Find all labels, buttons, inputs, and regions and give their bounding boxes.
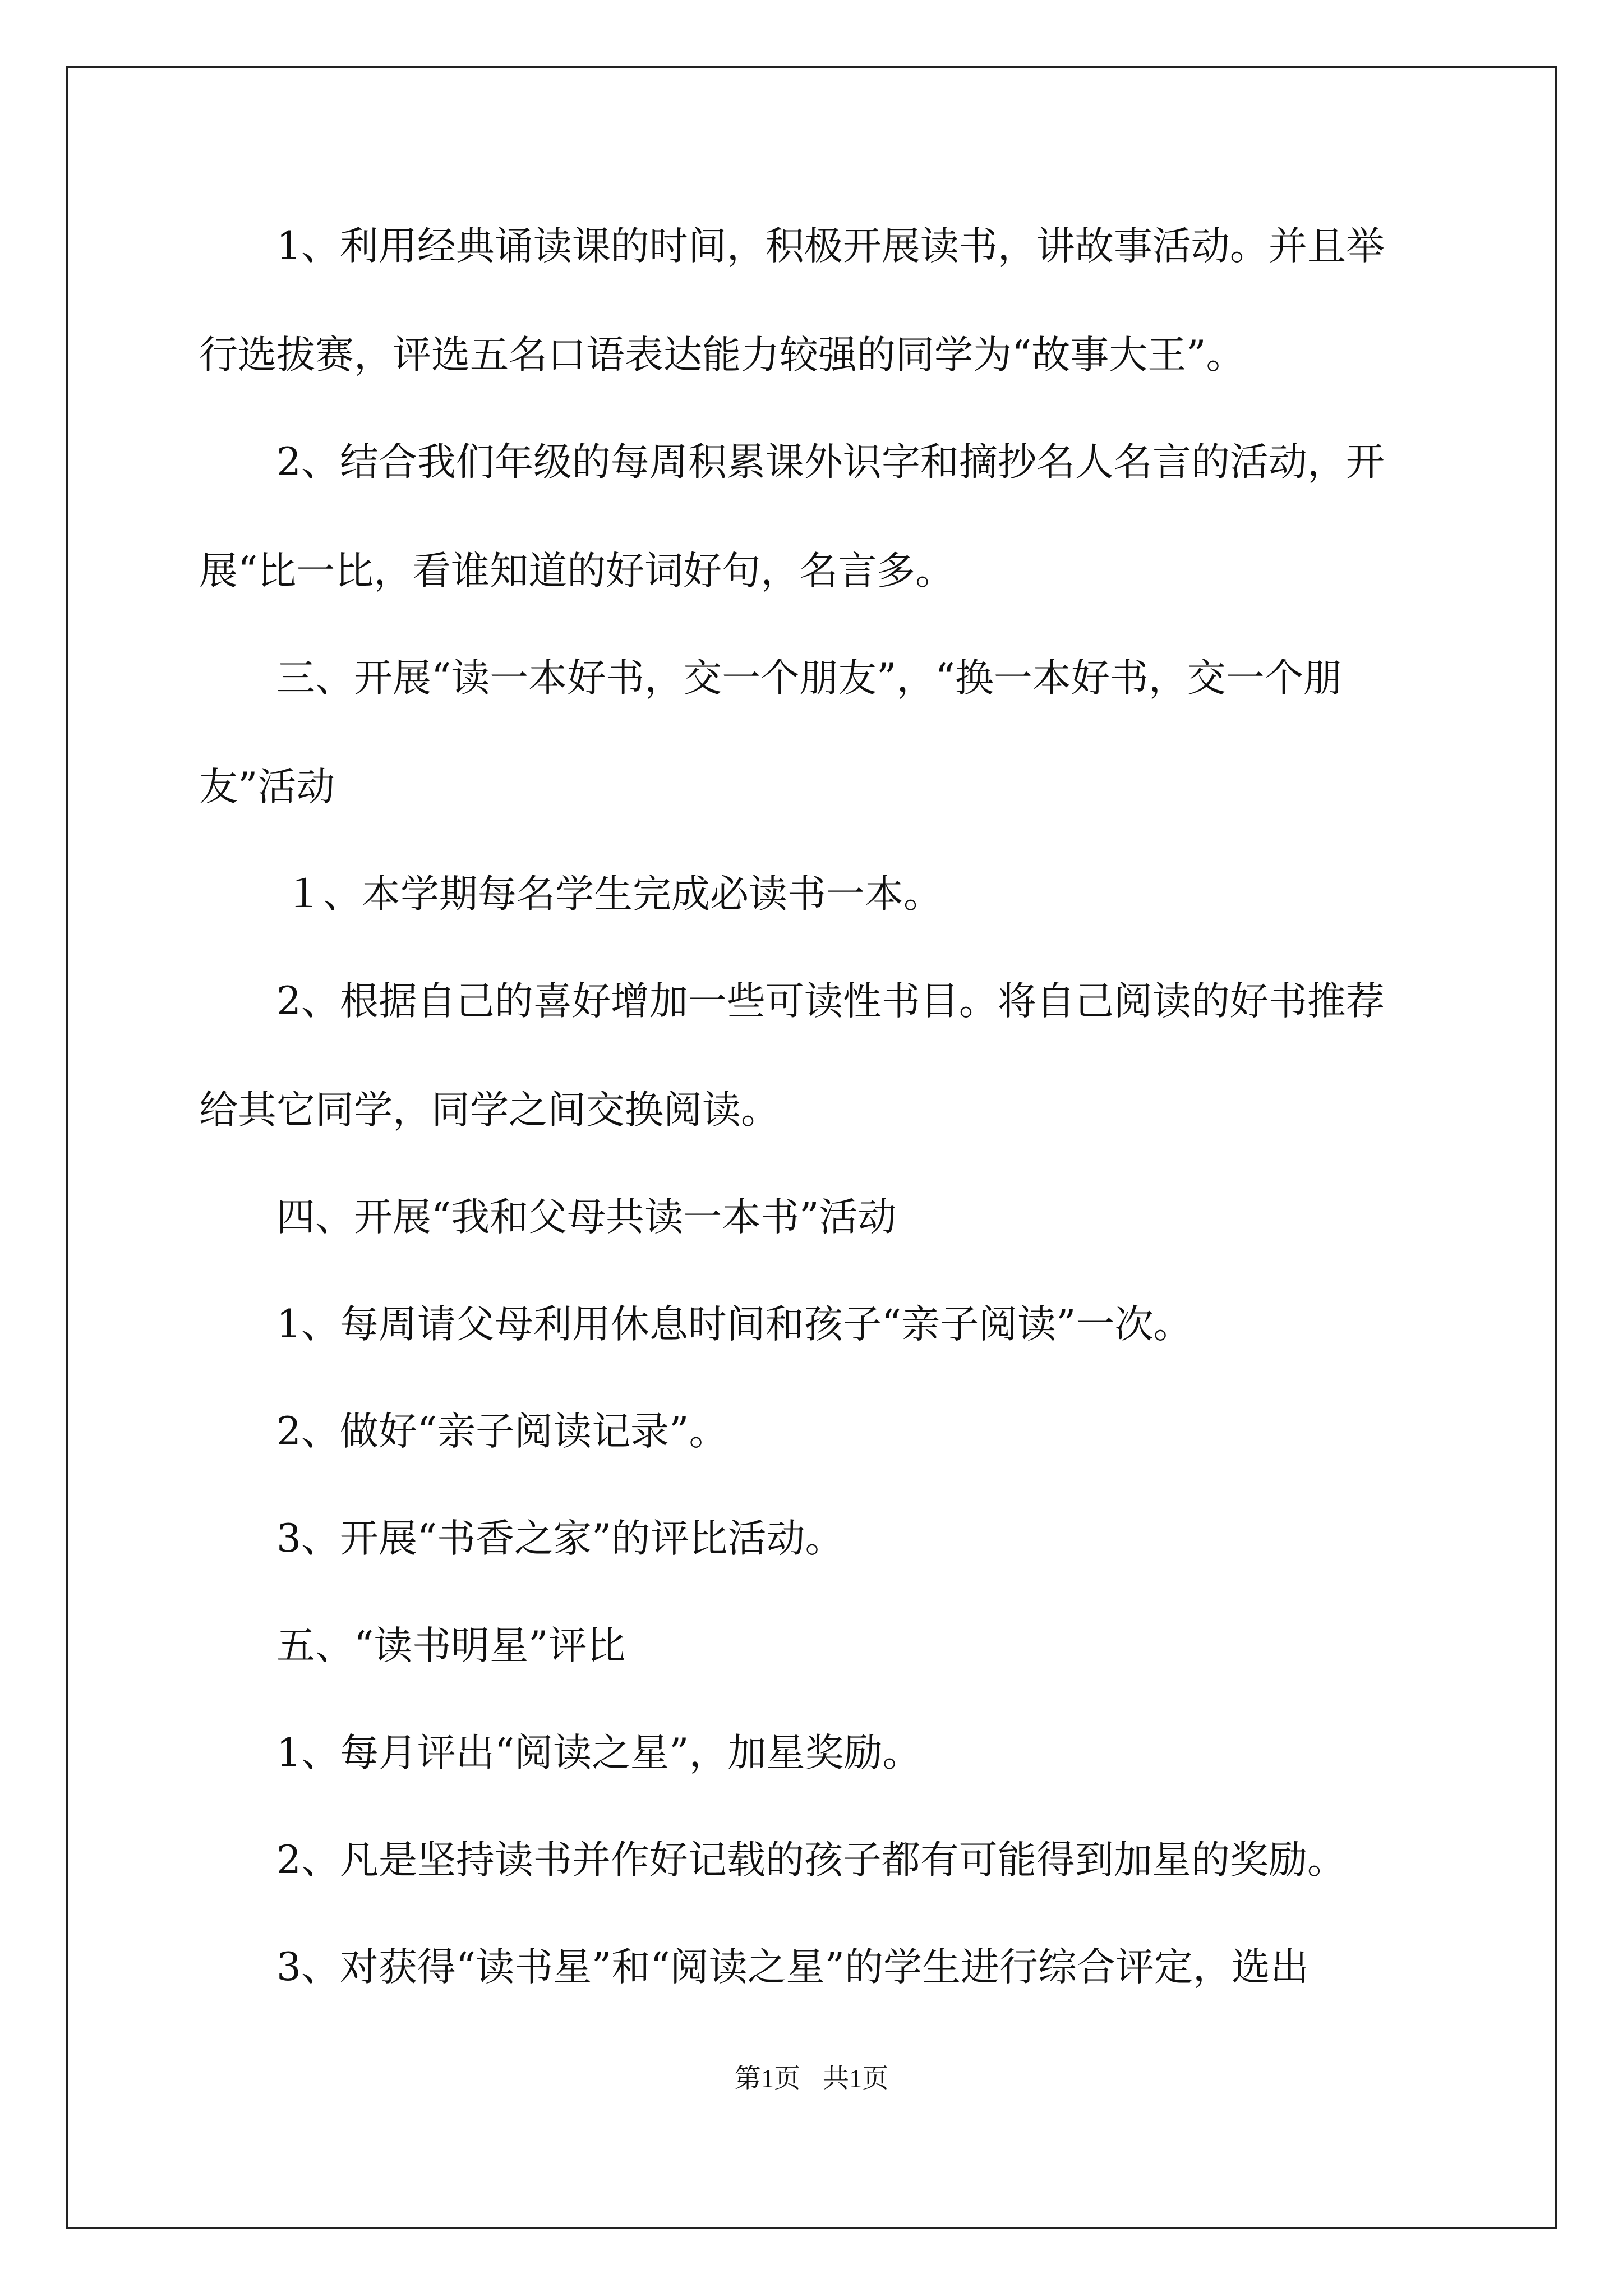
page-number: 第1页 — [734, 2064, 801, 2093]
page-border — [66, 66, 1557, 2229]
paragraph-line: 2、做好“亲子阅读记录”。 — [276, 1409, 728, 1454]
paragraph-line: 三、开展“读一本好书，交一个朋友”，“换一本好书，交一个朋 — [276, 656, 1342, 701]
paragraph-line: 2、凡是坚持读书并作好记载的孩子都有可能得到加星的奖励。 — [276, 1838, 1346, 1883]
paragraph-line: 2、结合我们年级的每周积累课外识字和摘抄名人名言的活动，开 — [276, 440, 1385, 485]
paragraph-line: 1、每月评出“阅读之星”，加星奖励。 — [276, 1731, 921, 1775]
paragraph-line: 展“比一比，看谁知道的好词好句，名言多。 — [199, 549, 955, 593]
paragraph-line: 五、“读书明星”评比 — [276, 1623, 626, 1668]
paragraph-line: 四、开展“我和父母共读一本书”活动 — [276, 1195, 897, 1240]
paragraph-line: 2、根据自己的喜好增加一些可读性书目。将自己阅读的好书推荐 — [276, 979, 1385, 1024]
paragraph-line: 友”活动 — [199, 765, 335, 809]
paragraph-line: 给其它同学，同学之间交换阅读。 — [199, 1088, 780, 1133]
paragraph-line: 1、每周请父母利用休息时间和孩子“亲子阅读”一次。 — [276, 1302, 1192, 1347]
paragraph-line: 3、开展“书香之家”的评比活动。 — [276, 1516, 844, 1561]
paragraph-line: 1、利用经典诵读课的时间，积极开展读书，讲故事活动。并且举 — [276, 224, 1385, 269]
paragraph-line: １、本学期每名学生完成必读书一本。 — [284, 872, 942, 917]
page-count: 共1页 — [822, 2064, 889, 2093]
paragraph-line: 3、对获得“读书星”和“阅读之星”的学生进行综合评定，选出 — [276, 1945, 1309, 1990]
page-footer — [0, 2058, 1623, 2095]
paragraph-line: 行选拔赛，评选五名口语表达能力较强的同学为“故事大王”。 — [199, 333, 1245, 378]
